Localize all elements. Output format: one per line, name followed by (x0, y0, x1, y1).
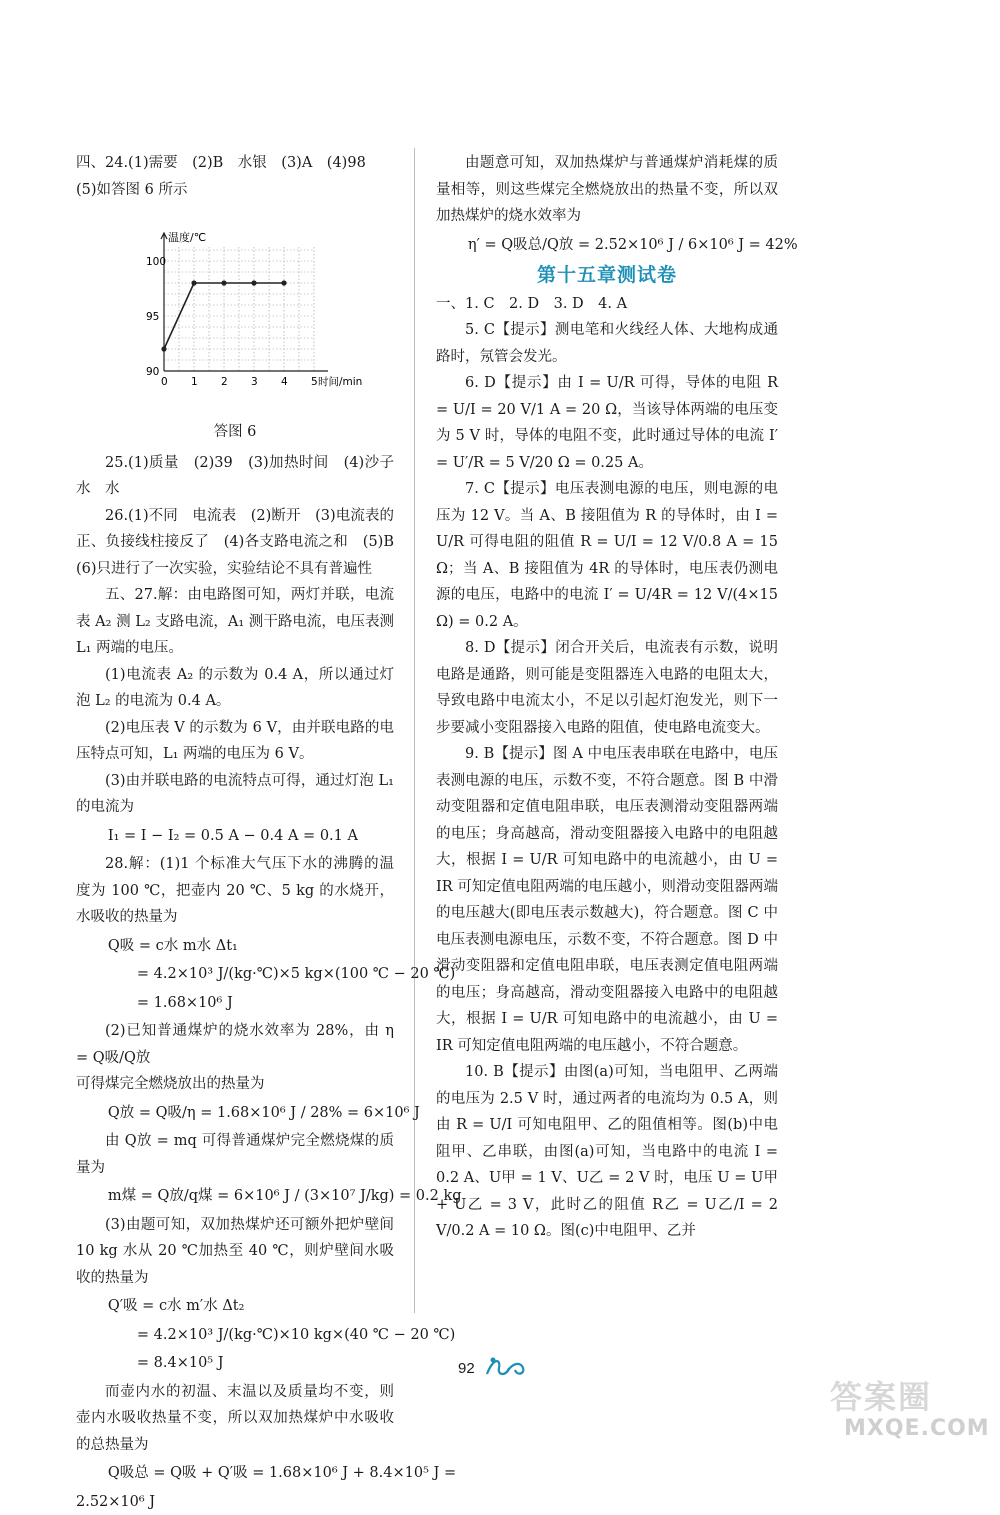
watermark-text: 答案圈 (830, 1372, 932, 1418)
page-number: 92 (458, 1360, 475, 1377)
temperature-time-chart (76, 203, 394, 419)
y-axis-label: 温度/℃ (168, 230, 206, 244)
y-tick-label: 90 (146, 366, 159, 378)
q28-eq5: m煤 = Q放/q煤 = 6×10⁶ J / (3×10⁷ J/kg) = 0.2 kg (108, 1183, 394, 1210)
answer-6: 6. D【提示】由 I = U/R 可得，导体的电阻 R = U/I = 20 V/1 A = 20 Ω，当该导体两端的电压变为 5 V 时，导体的电阻不变，此时通过导体的电流 I′ = U′/R = 5 V/20 Ω = 0.25 A。 (436, 370, 778, 476)
q28-eq4: Q放 = Q吸/η = 1.68×10⁶ J / 28% = 6×10⁶ J (108, 1100, 394, 1127)
x-tick-label: 5 (311, 376, 318, 388)
data-point (221, 280, 226, 285)
x-tick-label: 2 (221, 376, 228, 388)
q26: 26.(1)不同 电流表 (2)断开 (3)电流表的正、负接线柱接反了 (4)各支路电流之和 (5)B (6)只进行了一次实验，实验结论不具有普遍性 (76, 503, 394, 583)
watermark (830, 1372, 990, 1452)
x-axis-label: 时间/min (318, 375, 362, 388)
q24-line2: (5)如答图 6 所示 (76, 177, 394, 204)
answer-9: 9. B【提示】图 A 中电压表串联在电路中，电压表测电源的电压，示数不变，不符合题意。图 B 中滑动变阻器和定值电阻串联，电压表测滑动变阻器两端的电压；身高越高，滑动变阻器接入电路中的电阻越大，根据 I = U/R 可知电路中的电流越小，由 U = IR 可知定值电阻两端的电压越小，则滑动变阻器两端的电压越大(即电压表示数越大)，符合题意。图 C 中电压表测电源电压，示数不变，不符合题意。图 D 中滑动变阻器和定值电阻串联，电压表测定值电阻两端的电压；身高越高，滑动变阻器接入电路中的电阻越大，根据 I = U/R 可知电路中的电流越小，由 U = IR 可知定值电阻两端的电压越小，不符合题意。 (436, 741, 778, 1059)
y-tick-label: 95 (146, 311, 159, 323)
answer-10: 10. B【提示】由图(a)可知，当电阻甲、乙两端的电压为 2.5 V 时，通过两者的电流均为 0.5 A，则由 R = U/I 可知电阻甲、乙的阻值相等。图(b)中电阻甲、乙串联，由图(a)可知，当电路中的电流 I = 0.2 A、U甲 = 1 V、U乙 = 2 V 时，电压 U = U甲 + U乙 = 3 V，此时乙的阻值 R乙 = U乙/I = 2 V/0.2 A = 10 Ω。图(c)中电阻甲、乙并 (436, 1059, 778, 1245)
efficiency-equation: η′ = Q吸总/Q放 = 2.52×10⁶ J / 6×10⁶ J = 42% (468, 232, 778, 259)
column-divider (414, 148, 415, 1313)
figure-caption: 答图 6 (76, 419, 394, 446)
q28-intro: 28.解：(1)1 个标准大气压下水的沸腾的温度为 100 ℃，把壶内 20 ℃、5 kg 的水烧开，水吸收的热量为 (76, 851, 394, 931)
q28-part3: (3)由题可知，双加热煤炉还可额外把炉壁间 10 kg 水从 20 ℃加热至 40 ℃，则炉壁间水吸收的热量为 (76, 1212, 394, 1292)
q28-part2b: 可得煤完全燃烧放出的热量为 (76, 1071, 394, 1098)
q27-intro: 五、27.解：由电路图可知，两灯并联，电流表 A₂ 测 L₂ 支路电流，A₁ 测干路电流，电压表测 L₁ 两端的电压。 (76, 582, 394, 662)
q28-eq9: Q吸总 = Q吸 + Q′吸 = 1.68×10⁶ J + 8.4×10⁵ J = (108, 1460, 394, 1487)
q28-eq7: = 4.2×10³ J/(kg·℃)×10 kg×(40 ℃ − 20 ℃) (137, 1322, 394, 1349)
answer-7: 7. C【提示】电压表测电源的电压，则电源的电压为 12 V。当 A、B 接阻值为 R 的导体时，由 I = U/R 可得电阻的阻值 R = U/I = 12 V/0.8 A = 15 Ω；当 A、B 接阻值为 4R 的导体时，电压表仍测电源的电压，电路中的电流 I′ = U/4R = 12 V/(4×15 Ω) = 0.2 A。 (436, 476, 778, 635)
q28-eq3: = 1.68×10⁶ J (137, 990, 394, 1017)
q28-part3b: 而壶内水的初温、末温以及质量均不变，则壶内水吸收热量不变，所以双加热煤炉中水吸收的总热量为 (76, 1379, 394, 1459)
right-column (436, 150, 778, 1245)
q24-line1: 四、24.(1)需要 (2)B 水银 (3)A (4)98 (76, 150, 394, 177)
q28-eq8: = 8.4×10⁵ J (137, 1350, 394, 1377)
continuation-text: 由题意可知，双加热煤炉与普通煤炉消耗煤的质量相等，则这些煤完全燃烧放出的热量不变，所以双加热煤炉的烧水效率为 (436, 150, 778, 230)
q27-part3: (3)由并联电路的电流特点可得，通过灯泡 L₁ 的电流为 (76, 768, 394, 821)
x-tick-label: 1 (191, 376, 198, 388)
chart-svg (76, 203, 394, 393)
x-tick-label: 0 (161, 376, 168, 388)
x-tick-label: 4 (281, 376, 288, 388)
data-point (191, 280, 196, 285)
q28-eq6: Q′吸 = c水 m′水 Δt₂ (108, 1293, 394, 1320)
q28-part2c: 由 Q放 = mq 可得普通煤炉完全燃烧煤的质量为 (76, 1128, 394, 1181)
q28-eq2: = 4.2×10³ J/(kg·℃)×5 kg×(100 ℃ − 20 ℃) (137, 961, 394, 988)
answer-5: 5. C【提示】测电笔和火线经人体、大地构成通路时，氖管会发光。 (436, 317, 778, 370)
left-column (76, 150, 394, 1515)
q28-eq10: 2.52×10⁶ J (76, 1489, 394, 1515)
y-tick-label: 100 (146, 256, 166, 268)
q28-eq1: Q吸 = c水 m水 Δt₁ (108, 933, 394, 960)
watermark-url: MXQE.COM (844, 1416, 990, 1441)
q25: 25.(1)质量 (2)39 (3)加热时间 (4)沙子 水 水 (76, 450, 394, 503)
data-point (161, 346, 166, 351)
data-point (251, 280, 256, 285)
q28-part2: (2)已知普通煤炉的烧水效率为 28%，由 η = Q吸/Q放 (76, 1018, 394, 1071)
answers-1-4: 一、1. C 2. D 3. D 4. A (436, 291, 778, 318)
x-tick-label: 3 (251, 376, 258, 388)
q27-part1: (1)电流表 A₂ 的示数为 0.4 A，所以通过灯泡 L₂ 的电流为 0.4 A。 (76, 662, 394, 715)
data-point (281, 280, 286, 285)
swirl-ornament-icon (485, 1354, 529, 1380)
q27-equation: I₁ = I − I₂ = 0.5 A − 0.4 A = 0.1 A (108, 823, 394, 850)
q27-part2: (2)电压表 V 的示数为 6 V，由并联电路的电压特点可知，L₁ 两端的电压为 6 V。 (76, 715, 394, 768)
answer-8: 8. D【提示】闭合开关后，电流表有示数，说明电路是通路，则可能是变阻器连入电路的电阻太大，导致电路中电流太小，不足以引起灯泡发光，则下一步要减小变阻器接入电路的阻值，使电路电流变大。 (436, 635, 778, 741)
chapter-heading: 第十五章测试卷 (436, 262, 778, 289)
